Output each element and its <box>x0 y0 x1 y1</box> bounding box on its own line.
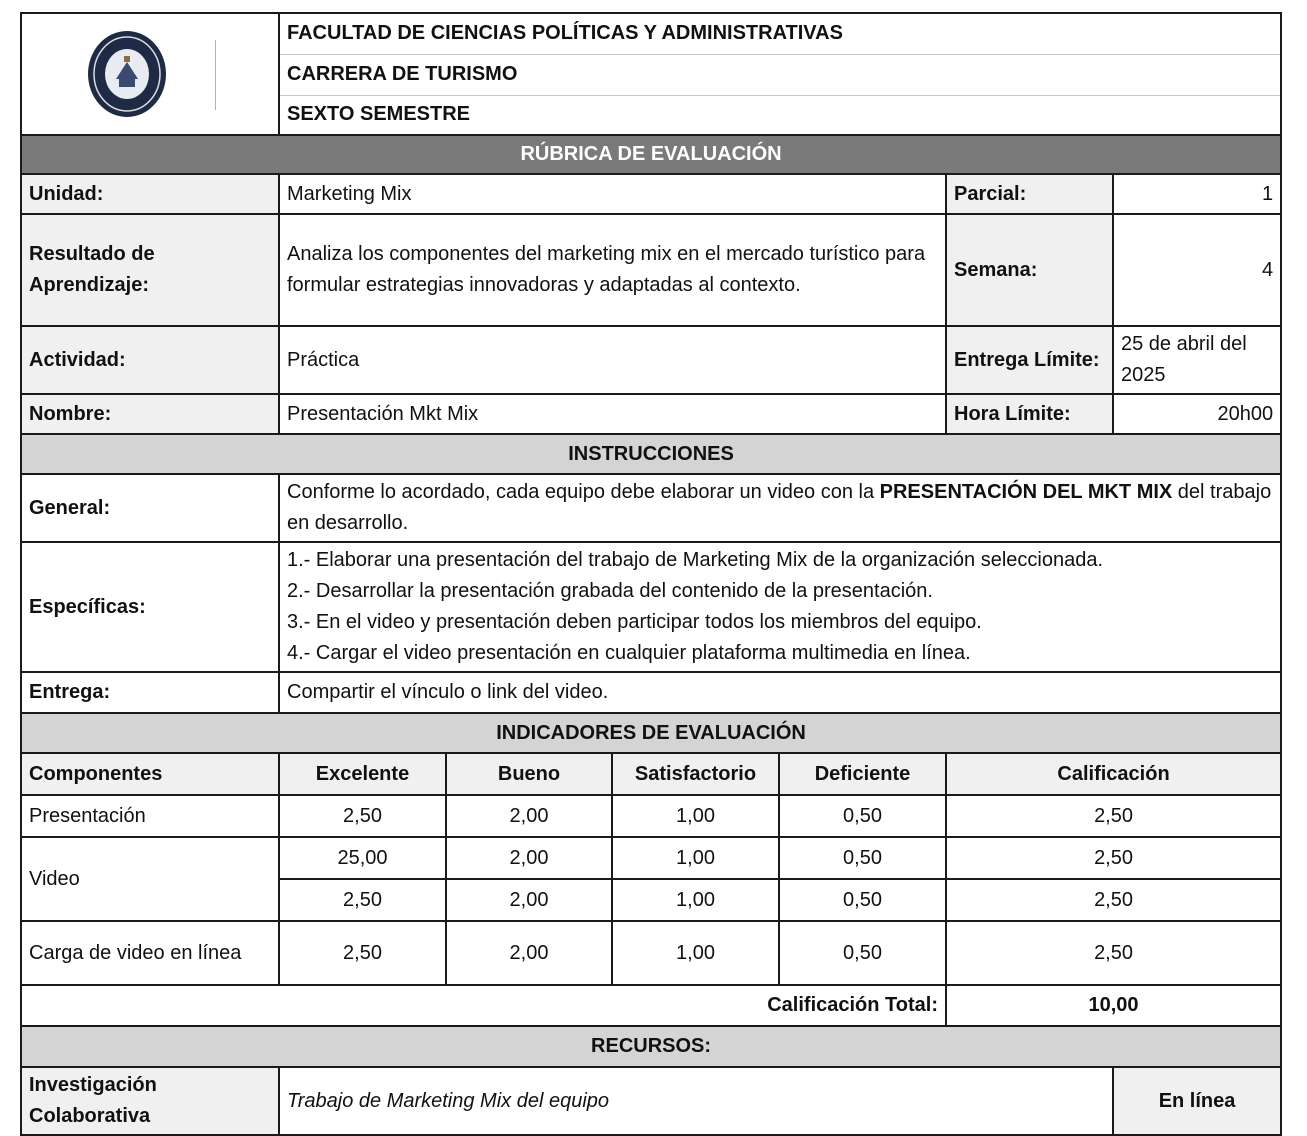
column-header-componentes: Componentes <box>21 753 279 795</box>
excelente-value: 2,50 <box>279 795 446 837</box>
total-label: Calificación Total: <box>21 985 946 1026</box>
satisfactorio-value: 1,00 <box>612 795 779 837</box>
deficiente-value: 0,50 <box>779 837 946 879</box>
hora-limite-value: 20h00 <box>1113 394 1281 434</box>
entrega-limite-value: 25 de abril del 2025 <box>1113 326 1281 394</box>
excelente-value: 2,50 <box>279 879 446 921</box>
entrega-label: Entrega: <box>21 672 279 713</box>
component-name: Carga de video en línea <box>21 921 279 985</box>
especifica-item: 1.- Elaborar una presentación del trabajo de Marketing Mix de la organización seleccionada. <box>287 549 1104 571</box>
parcial-label: Parcial: <box>946 174 1113 214</box>
resultado-value: Analiza los componentes del marketing mix en el mercado turístico para formular estrategias innovadoras y adaptadas al contexto. <box>279 214 946 326</box>
total-value: 10,00 <box>946 985 1281 1026</box>
faculty-name: FACULTAD DE CIENCIAS POLÍTICAS Y ADMINISTRATIVAS <box>279 13 1281 54</box>
bueno-value: 2,00 <box>446 921 612 985</box>
instructions-title: INSTRUCCIONES <box>21 434 1281 474</box>
calificacion-value: 2,50 <box>946 921 1281 985</box>
satisfactorio-value: 1,00 <box>612 879 779 921</box>
column-header-bueno: Bueno <box>446 753 612 795</box>
nombre-label: Nombre: <box>21 394 279 434</box>
indicator-row <box>21 795 1281 837</box>
actividad-label: Actividad: <box>21 326 279 394</box>
semester-name: SEXTO SEMESTRE <box>279 95 1281 135</box>
nombre-value: Presentación Mkt Mix <box>279 394 946 434</box>
indicators-title: INDICADORES DE EVALUACIÓN <box>21 713 1281 753</box>
actividad-value: Práctica <box>279 326 946 394</box>
resource-label: Investigación Colaborativa <box>21 1067 279 1135</box>
especificas-list <box>279 542 1281 672</box>
indicator-row <box>21 921 1281 985</box>
bueno-value: 2,00 <box>446 879 612 921</box>
resource-mode: En línea <box>1113 1067 1281 1135</box>
general-text-before: Conforme lo acordado, cada equipo debe elaborar un video con la <box>287 481 880 503</box>
logo-cell <box>21 13 279 135</box>
resources-title: RECURSOS: <box>21 1026 1281 1067</box>
entrega-text: Compartir el vínculo o link del video. <box>279 672 1281 713</box>
general-text-after: del trabajo en desarrollo. <box>287 481 1272 534</box>
especificas-label: Específicas: <box>21 542 279 672</box>
unidad-label: Unidad: <box>21 174 279 214</box>
parcial-value: 1 <box>1113 174 1281 214</box>
unidad-value: Marketing Mix <box>279 174 946 214</box>
component-name: Video <box>21 837 279 921</box>
column-header-deficiente: Deficiente <box>779 753 946 795</box>
rubric-title: RÚBRICA DE EVALUACIÓN <box>21 135 1281 174</box>
column-header-satisfactorio: Satisfactorio <box>612 753 779 795</box>
deficiente-value: 0,50 <box>779 795 946 837</box>
indicator-row <box>21 837 1281 879</box>
component-name: Presentación <box>21 795 279 837</box>
university-seal-icon <box>86 29 168 119</box>
general-text <box>279 474 1281 542</box>
deficiente-value: 0,50 <box>779 921 946 985</box>
especifica-item: 2.- Desarrollar la presentación grabada del contenido de la presentación. <box>287 580 933 602</box>
calificacion-value: 2,50 <box>946 837 1281 879</box>
entrega-limite-label: Entrega Límite: <box>946 326 1113 394</box>
rubric-table <box>20 12 1282 1136</box>
career-name: CARRERA DE TURISMO <box>279 54 1281 95</box>
resource-text: Trabajo de Marketing Mix del equipo <box>279 1067 1113 1135</box>
deficiente-value: 0,50 <box>779 879 946 921</box>
semana-label: Semana: <box>946 214 1113 326</box>
resultado-label: Resultado de Aprendizaje: <box>21 214 279 326</box>
calificacion-value: 2,50 <box>946 879 1281 921</box>
especifica-item: 3.- En el video y presentación deben participar todos los miembros del equipo. <box>287 611 982 633</box>
hora-limite-label: Hora Límite: <box>946 394 1113 434</box>
column-header-calificacion: Calificación <box>946 753 1281 795</box>
satisfactorio-value: 1,00 <box>612 921 779 985</box>
general-text-bold: PRESENTACIÓN DEL MKT MIX <box>879 481 1173 503</box>
especifica-item: 4.- Cargar el video presentación en cualquier plataforma multimedia en línea. <box>287 642 971 664</box>
calificacion-value: 2,50 <box>946 795 1281 837</box>
semana-value: 4 <box>1113 214 1281 326</box>
general-label: General: <box>21 474 279 542</box>
bueno-value: 2,00 <box>446 837 612 879</box>
excelente-value: 2,50 <box>279 921 446 985</box>
excelente-value: 25,00 <box>279 837 446 879</box>
column-header-excelente: Excelente <box>279 753 446 795</box>
bueno-value: 2,00 <box>446 795 612 837</box>
satisfactorio-value: 1,00 <box>612 837 779 879</box>
